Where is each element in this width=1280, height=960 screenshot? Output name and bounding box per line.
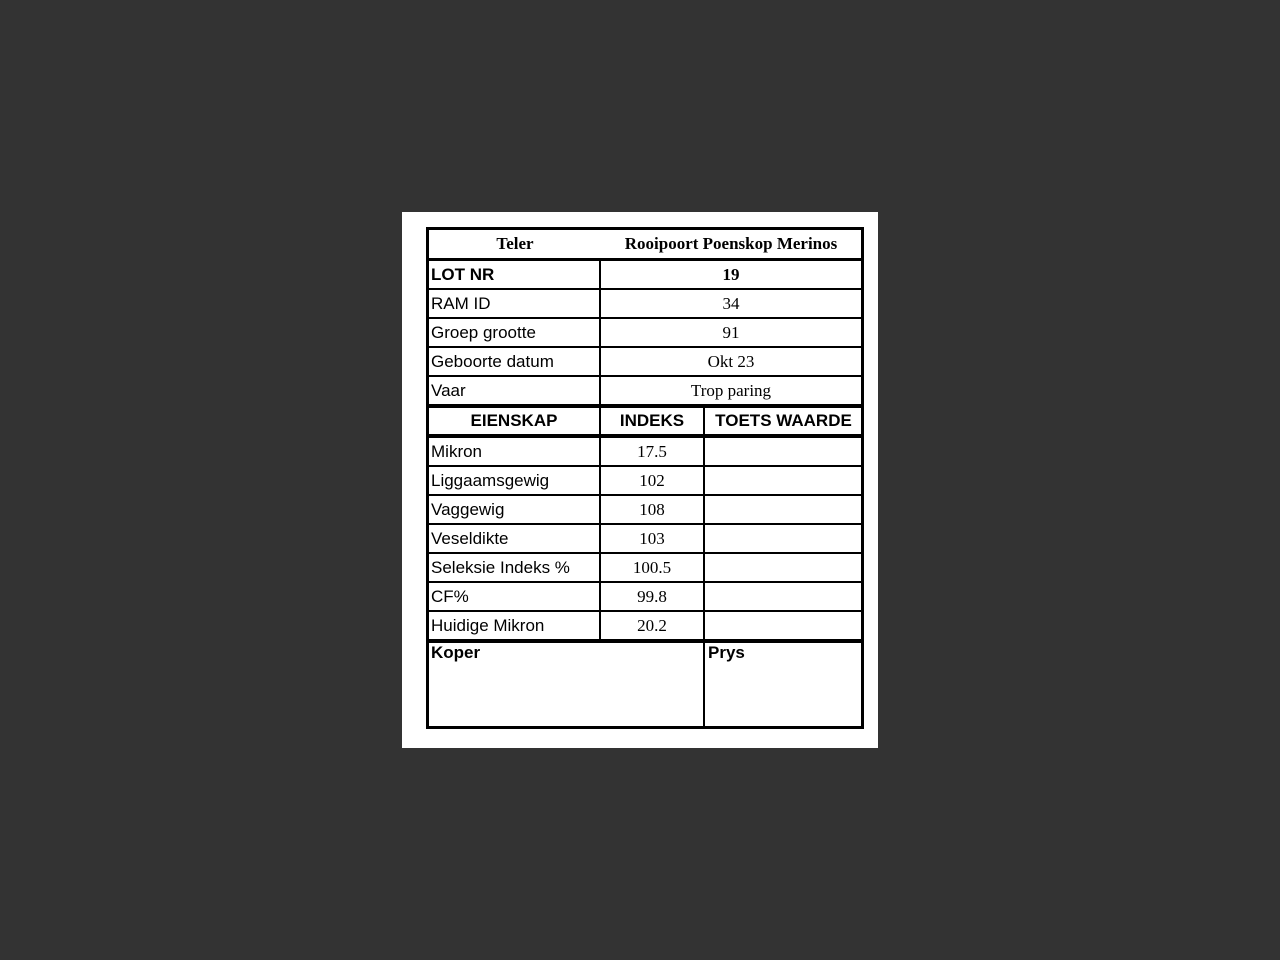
- birth-date-value: Okt 23: [707, 351, 755, 371]
- lot-number-label: LOT NR: [431, 264, 495, 284]
- price-field[interactable]: Prys: [708, 643, 745, 662]
- test-value-column-header: TOETS WAARDE: [715, 411, 852, 430]
- buyer-field[interactable]: Koper: [431, 643, 481, 662]
- info-row-ram-id: [429, 290, 861, 317]
- ram-id-label: RAM ID: [431, 293, 491, 313]
- table-rule: [429, 639, 861, 643]
- trait-test-value: [706, 438, 861, 465]
- table-rule: [429, 552, 861, 554]
- lot-sheet: [426, 227, 864, 729]
- trait-row: [429, 583, 861, 610]
- trait-index: 102: [639, 470, 665, 490]
- breeder-row: [429, 230, 861, 258]
- birth-date-label: Geboorte datum: [431, 351, 554, 371]
- trait-index: 108: [639, 499, 665, 519]
- index-column-header: INDEKS: [619, 411, 685, 430]
- sale-card: [402, 212, 878, 748]
- trait-label: Mikron: [431, 441, 483, 461]
- trait-test-value: [706, 554, 861, 581]
- info-row-sire: [429, 377, 861, 404]
- trait-column-header: EIENSKAP: [470, 411, 558, 430]
- table-rule: [429, 523, 861, 525]
- table-rule: [429, 317, 861, 319]
- trait-label: Vaggewig: [431, 499, 505, 519]
- table-rule: [429, 375, 861, 377]
- trait-row: [429, 496, 861, 523]
- sire-value: Trop paring: [690, 380, 772, 400]
- table-rule: [429, 404, 861, 408]
- table-rule: [429, 346, 861, 348]
- ram-id-value: 34: [722, 293, 740, 313]
- trait-index: 103: [639, 528, 665, 548]
- trait-test-value: [706, 612, 861, 639]
- trait-row: [429, 554, 861, 581]
- breeder-name: Rooipoort Poenskop Merinos: [624, 234, 838, 253]
- lot-number-value: 19: [722, 264, 740, 284]
- trait-test-value: [706, 496, 861, 523]
- trait-label: Huidige Mikron: [431, 615, 545, 635]
- breeder-label: Teler: [496, 234, 534, 253]
- trait-label: Veseldikte: [431, 528, 509, 548]
- column-rule: [599, 261, 601, 639]
- footer-row: [429, 643, 861, 726]
- trait-label: CF%: [431, 586, 469, 606]
- trait-header-row: [429, 408, 861, 434]
- table-rule: [429, 581, 861, 583]
- table-rule: [429, 258, 861, 261]
- info-row-lot: [429, 261, 861, 288]
- trait-row: [429, 612, 861, 639]
- trait-row: [429, 438, 861, 465]
- table-rule: [429, 494, 861, 496]
- trait-row: [429, 467, 861, 494]
- trait-label: Liggaamsgewig: [431, 470, 550, 490]
- column-rule: [703, 408, 705, 639]
- table-rule: [429, 465, 861, 467]
- info-row-group-size: [429, 319, 861, 346]
- trait-label: Seleksie Indeks %: [431, 557, 570, 577]
- trait-index: 17.5: [637, 441, 667, 461]
- column-rule: [703, 643, 705, 726]
- trait-index: 99.8: [637, 586, 667, 606]
- info-row-birth-date: [429, 348, 861, 375]
- trait-test-value: [706, 467, 861, 494]
- trait-row: [429, 525, 861, 552]
- table-rule: [429, 610, 861, 612]
- trait-test-value: [706, 583, 861, 610]
- trait-index: 20.2: [637, 615, 667, 635]
- group-size-label: Groep grootte: [431, 322, 536, 342]
- sire-label: Vaar: [431, 380, 466, 400]
- table-rule: [429, 434, 861, 438]
- trait-test-value: [706, 525, 861, 552]
- table-rule: [429, 288, 861, 290]
- trait-index: 100.5: [632, 557, 672, 577]
- group-size-value: 91: [722, 322, 740, 342]
